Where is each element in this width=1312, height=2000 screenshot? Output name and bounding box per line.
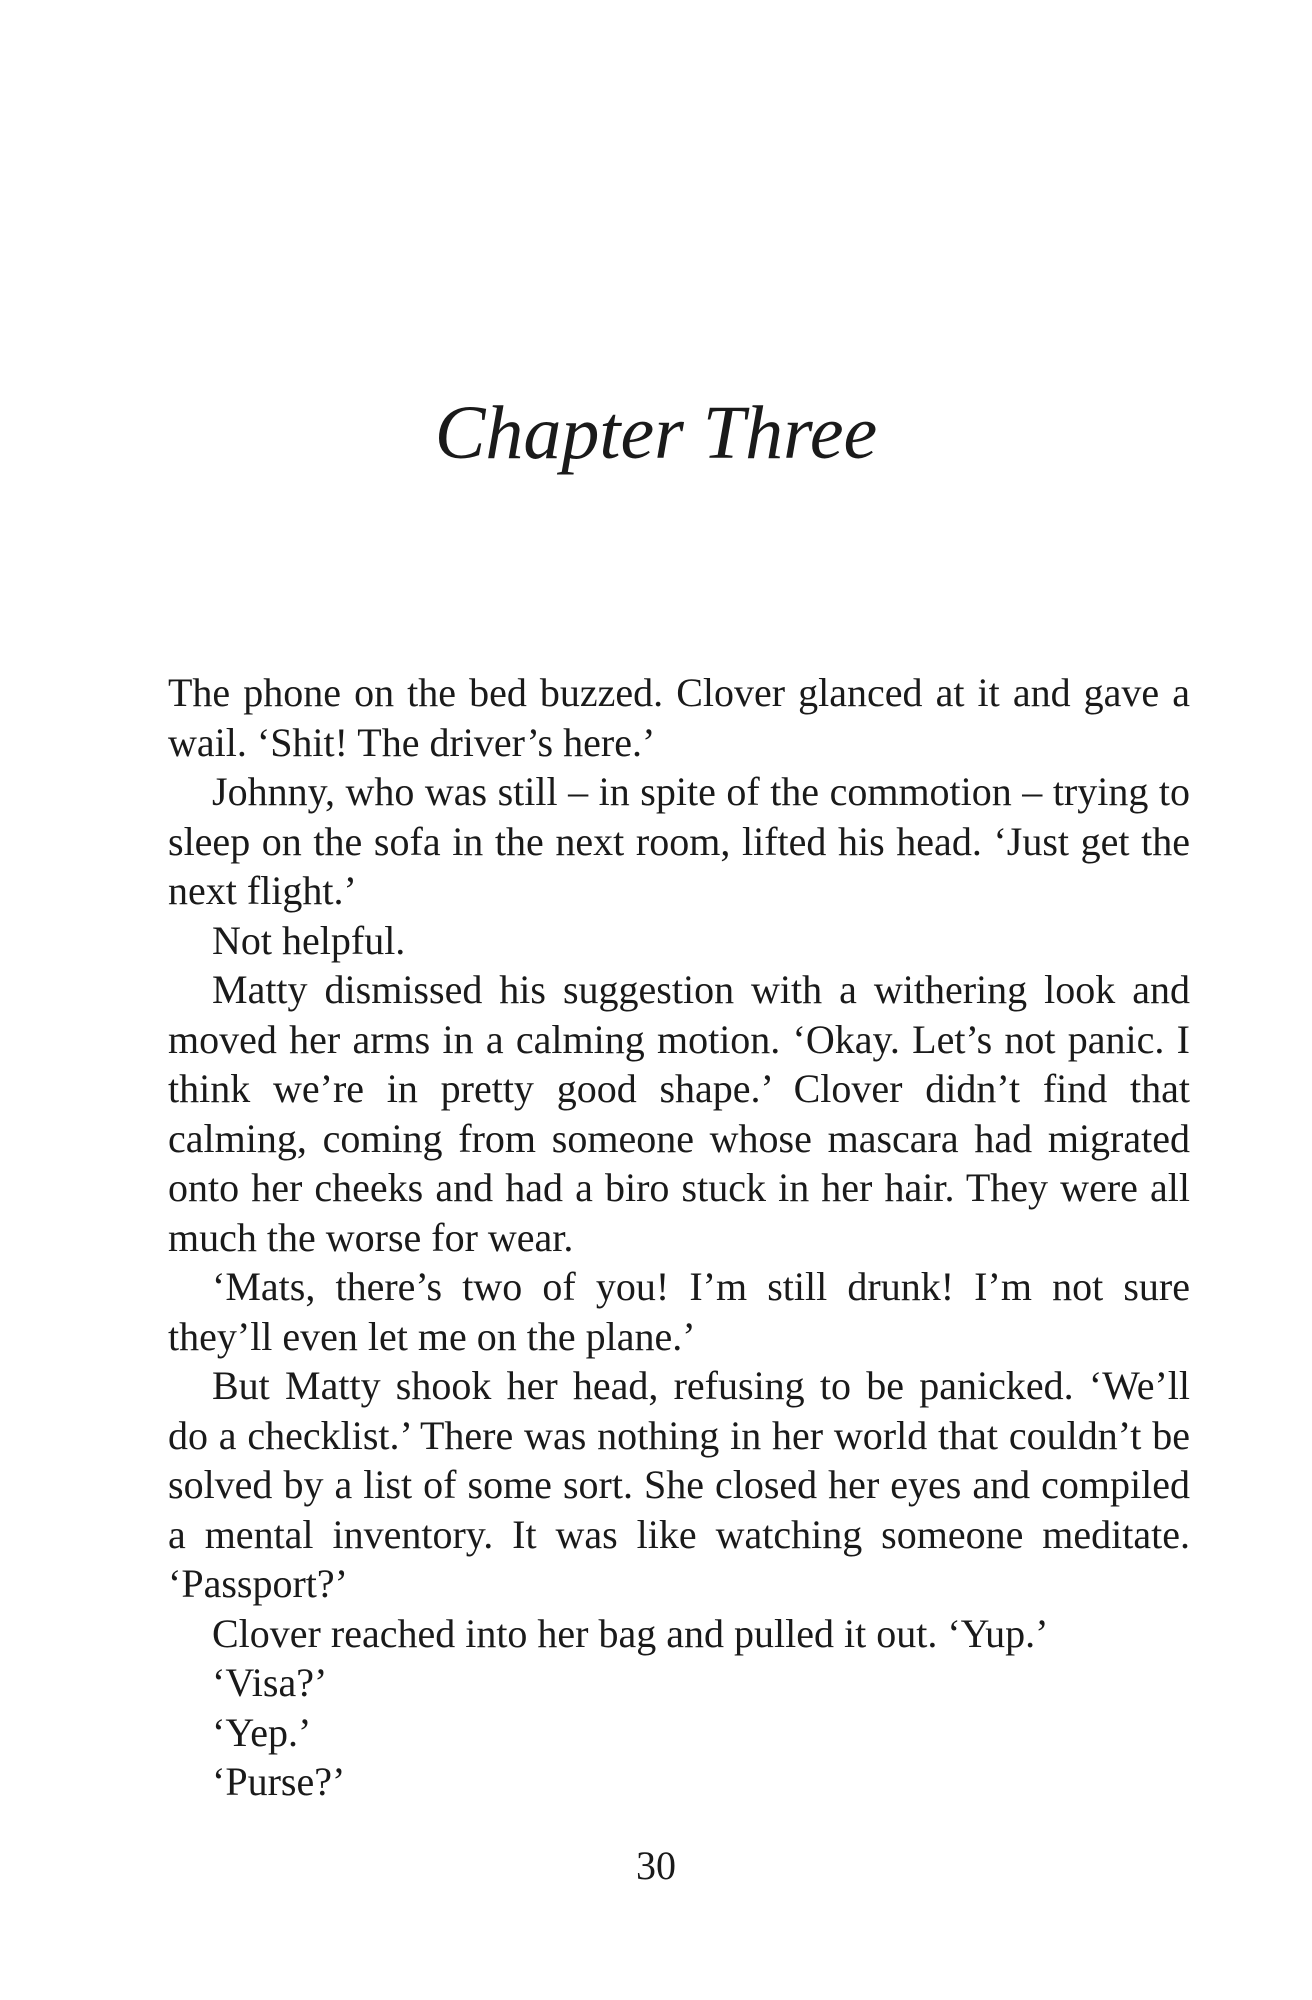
paragraph: ‘Visa?’	[212, 1660, 328, 1705]
paragraph: Not helpful.	[212, 917, 406, 963]
chapter-title: Chapter Three	[434, 391, 878, 475]
paragraph: ‘Mats, there’s two of you! I’m still drunk! I’m not sure they’ll even let me on the plane.’	[168, 1264, 1190, 1359]
paragraph: Johnny, who was still – in spite of the commotion – trying to sleep on the sofa in the next room, lifted his head. ‘Just get the next flight.’	[168, 769, 1190, 913]
paragraph: ‘Yep.’	[212, 1709, 312, 1755]
chapter-body	[168, 668, 1190, 1807]
paragraph: Clover reached into her bag and pulled it out. ‘Yup.’	[212, 1610, 1049, 1656]
page-number: 30	[636, 1843, 676, 1888]
paragraph: Matty dismissed his suggestion with a withering look and moved her arms in a calming motion. ‘Okay. Let’s not panic. I think we’re in pretty good shape.’ Clover didn’t find that calming, coming from someone whose mascara had migrated onto her cheeks and had a biro stuck in her hair. They were all much the worse for wear.	[168, 967, 1190, 1260]
paragraph: But Matty shook her head, refusing to be panicked. ‘We’ll do a checklist.’ There was nothing in her world that couldn’t be solved by a list of some sort. She closed her eyes and compiled a mental inventory. It was like watching someone meditate. ‘Passport?’	[168, 1363, 1190, 1606]
paragraph: ‘Purse?’	[212, 1759, 346, 1804]
paragraph: The phone on the bed buzzed. Clover glanced at it and gave a wail. ‘Shit! The driver’s here.’	[168, 670, 1190, 765]
